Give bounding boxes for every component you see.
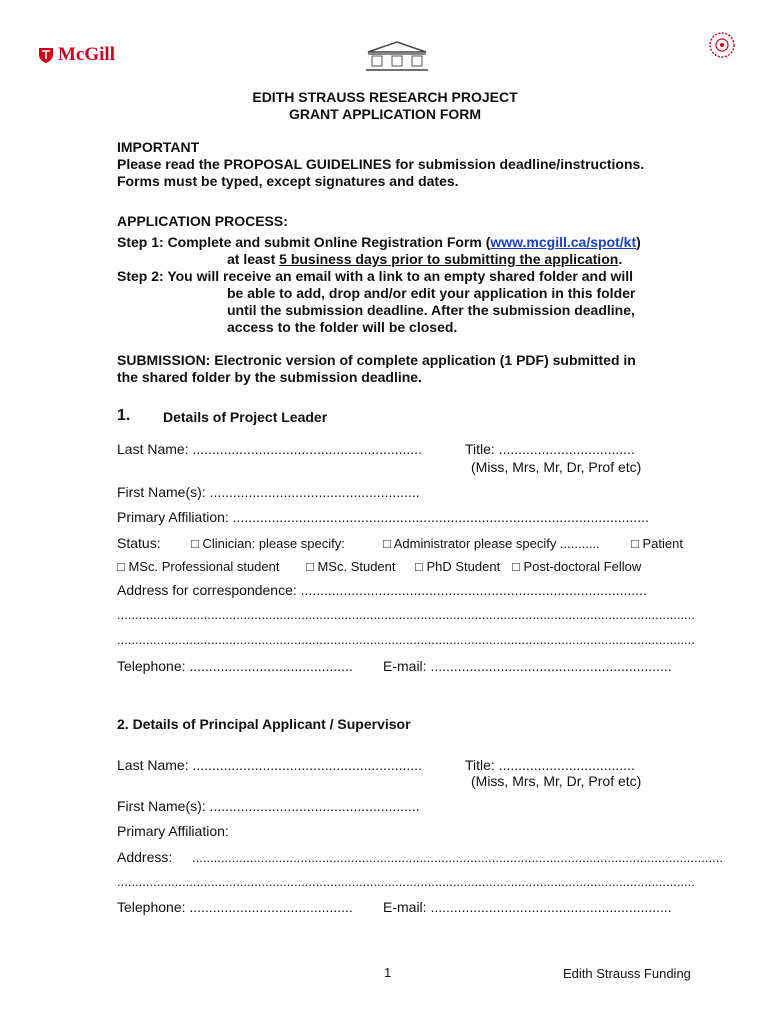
s1-primary-affiliation-field[interactable]: Primary Affiliation: ...........................................................................................................	[117, 509, 649, 525]
status-msc-student-checkbox[interactable]: □ MSc. Student	[306, 559, 396, 574]
status-administrator-checkbox[interactable]: □ Administrator please specify ...........	[383, 536, 600, 551]
step1-suffix: )	[636, 234, 641, 250]
s2-address-line2[interactable]: ................................................................................................................................................................	[117, 874, 695, 889]
s2-email-field[interactable]: E-mail: ..............................................................	[383, 899, 672, 915]
step2-line3: until the submission deadline. After the submission deadline,	[227, 302, 635, 318]
s1-email-field[interactable]: E-mail: ..............................................................	[383, 658, 672, 674]
section1-heading: Details of Project Leader	[163, 409, 328, 425]
s2-last-name-field[interactable]: Last Name: ...........................................................	[117, 757, 422, 773]
step1-line1	[117, 234, 641, 250]
status-patient-checkbox[interactable]: □ Patient	[631, 536, 683, 551]
form-title-line2: GRANT APPLICATION FORM	[288, 106, 482, 122]
registration-form-link[interactable]: www.mcgill.ca/spot/kt	[490, 234, 637, 250]
s2-telephone-field[interactable]: Telephone: ..........................................	[117, 899, 353, 915]
s2-title-field[interactable]: Title: ...................................	[465, 757, 635, 773]
step2-line2: be able to add, drop and/or edit your application in this folder	[227, 285, 636, 301]
s1-first-names-field[interactable]: First Name(s): ......................................................	[117, 484, 420, 500]
form-title-line1: EDITH STRAUSS RESEARCH PROJECT	[252, 89, 518, 105]
s1-last-name-field[interactable]: Last Name: ...........................................................	[117, 441, 422, 457]
building-emblem-icon	[364, 40, 430, 74]
s1-address-field[interactable]: Address for correspondence: .........................................................................................	[117, 582, 647, 598]
s2-address-label: Address:	[117, 849, 173, 865]
s1-address-line2[interactable]: ................................................................................................................................................................	[117, 607, 695, 622]
step2-line4: access to the folder will be closed.	[227, 319, 458, 335]
mcgill-crest-icon	[37, 46, 55, 64]
important-heading: IMPORTANT	[117, 139, 200, 155]
s2-primary-affiliation-field[interactable]: Primary Affiliation:	[117, 823, 229, 839]
status-phd-checkbox[interactable]: □ PhD Student	[415, 559, 501, 574]
status-postdoc-checkbox[interactable]: □ Post-doctoral Fellow	[512, 559, 642, 574]
status-msc-professional-checkbox[interactable]: □ MSc. Professional student	[117, 559, 280, 574]
s1-telephone-field[interactable]: Telephone: ..........................................	[117, 658, 353, 674]
s1-title-field[interactable]: Title: ...................................	[465, 441, 635, 457]
step1-line2	[227, 251, 622, 267]
s2-first-names-field[interactable]: First Name(s): ......................................................	[117, 798, 420, 814]
submission-line1: SUBMISSION: Electronic version of complete application (1 PDF) submitted in	[117, 352, 636, 368]
important-line2: Forms must be typed, except signatures and dates.	[117, 173, 459, 189]
page-number: 1	[384, 965, 392, 980]
important-line1: Please read the PROPOSAL GUIDELINES for submission deadline/instructions.	[117, 156, 645, 172]
red-seal-icon	[707, 30, 737, 60]
mcgill-logo	[37, 44, 115, 66]
s2-address-field[interactable]: ...................................................................................................................................................	[192, 850, 723, 865]
step1-line2-prefix: at least	[227, 251, 280, 267]
s1-status-label: Status:	[117, 535, 161, 551]
submission-line2: the shared folder by the submission deadline.	[117, 369, 422, 385]
footer-title: Edith Strauss Funding	[563, 966, 691, 981]
section2-heading: 2. Details of Principal Applicant / Supervisor	[117, 716, 411, 732]
step2-line1: Step 2: You will receive an email with a link to an empty shared folder and will	[117, 268, 634, 284]
status-clinician-checkbox[interactable]: □ Clinician: please specify:	[191, 536, 345, 551]
step1-prefix: Step 1: Complete and submit Online Registration Form (	[117, 234, 491, 250]
step1-line2-suffix: .	[618, 251, 623, 267]
step1-deadline-note: 5 business days prior to submitting the application	[279, 251, 619, 267]
s1-title-hint: (Miss, Mrs, Mr, Dr, Prof etc)	[471, 459, 642, 475]
mcgill-logo-text: McGill	[58, 44, 115, 65]
section1-number: 1.	[117, 407, 131, 424]
s1-address-line3[interactable]: ................................................................................................................................................................	[117, 632, 695, 647]
s2-title-hint: (Miss, Mrs, Mr, Dr, Prof etc)	[471, 773, 642, 789]
process-heading: APPLICATION PROCESS:	[117, 213, 288, 229]
